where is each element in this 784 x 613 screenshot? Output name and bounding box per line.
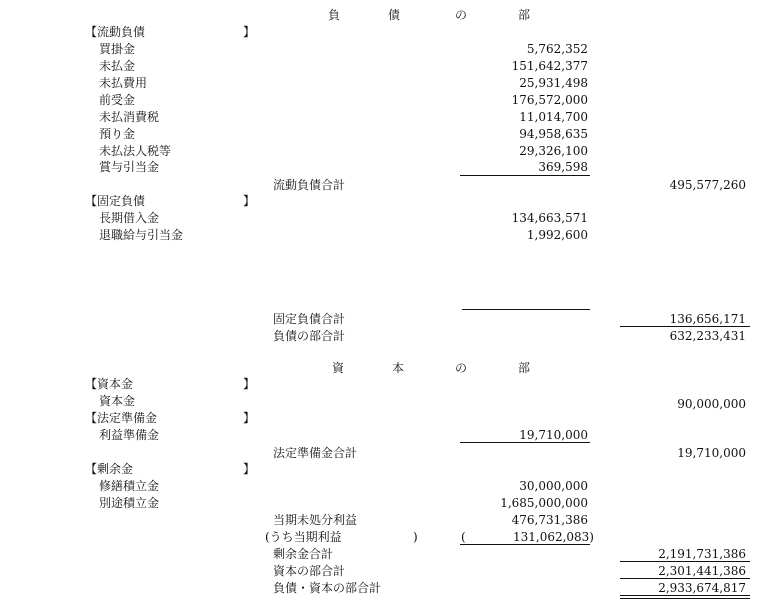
subtotal-rule <box>460 442 590 443</box>
total-rule <box>620 578 750 579</box>
current-liabilities-total-label: 流動負債合計 <box>273 178 346 192</box>
capital-stock-bracket: 】 <box>243 377 256 391</box>
fixed-liabilities-total-label: 固定負債合計 <box>273 312 346 326</box>
grand-total-label: 負債・資本の部合計 <box>273 581 382 595</box>
line-item-amount: 5,762,352 <box>526 42 588 56</box>
line-item-amount: 1,685,000,000 <box>500 496 588 510</box>
surplus-total: 2,191,731,386 <box>658 547 746 561</box>
line-item-name: 買掛金 <box>99 42 136 56</box>
line-item-name: 利益準備金 <box>99 428 160 442</box>
line-item-name: 賞与引当金 <box>99 160 160 174</box>
line-item-name: 資本金 <box>99 394 136 408</box>
line-item-amount: 94,958,635 <box>519 127 588 141</box>
current-liabilities-heading: 【流動負債 <box>85 25 146 39</box>
fixed-liabilities-bracket: 】 <box>243 194 256 208</box>
fixed-liabilities-heading: 【固定負債 <box>85 194 146 208</box>
capital-total-label: 資本の部合計 <box>273 564 346 578</box>
subtotal-rule <box>460 175 590 176</box>
line-item-amount: 1,992,600 <box>526 228 588 242</box>
capital-header-char-1: 資 <box>332 361 345 375</box>
net-income-amount: 131,062,083) <box>512 530 594 544</box>
liabilities-header-char-4: 部 <box>518 8 531 22</box>
legal-reserve-bracket: 】 <box>243 411 256 425</box>
net-income-label: (うち当期利益 <box>265 530 342 544</box>
surplus-heading: 【剰余金 <box>85 462 134 476</box>
line-item-name: 前受金 <box>99 93 136 107</box>
net-income-label-close: ) <box>413 530 418 544</box>
capital-stock-amount: 90,000,000 <box>677 397 746 411</box>
line-item-amount: 134,663,571 <box>511 211 588 225</box>
liabilities-header-char-2: 債 <box>388 8 401 22</box>
subtotal-rule <box>462 309 590 310</box>
line-item-name: 預り金 <box>99 127 136 141</box>
total-rule <box>620 326 750 327</box>
line-item-name: 別途積立金 <box>99 496 160 510</box>
capital-stock-heading: 【資本金 <box>85 377 134 391</box>
line-item-amount: 19,710,000 <box>519 428 588 442</box>
line-item-amount: 176,572,000 <box>511 93 588 107</box>
capital-header-char-4: 部 <box>518 361 531 375</box>
line-item-amount: 30,000,000 <box>519 479 588 493</box>
double-rule-bottom <box>620 598 750 599</box>
legal-reserve-total: 19,710,000 <box>677 446 746 460</box>
capital-total: 2,301,441,386 <box>658 564 746 578</box>
liabilities-total-label: 負債の部合計 <box>273 329 346 343</box>
current-liabilities-bracket: 】 <box>243 25 256 39</box>
total-rule <box>620 561 750 562</box>
double-rule-top <box>620 595 750 596</box>
line-item-amount: 151,642,377 <box>511 59 588 73</box>
surplus-total-label: 剰余金合計 <box>273 547 334 561</box>
line-item-amount: 369,598 <box>538 160 588 174</box>
surplus-bracket: 】 <box>243 462 256 476</box>
line-item-name: 長期借入金 <box>99 211 160 225</box>
line-item-name: 未払費用 <box>99 76 148 90</box>
line-item-amount: 29,326,100 <box>519 144 588 158</box>
fixed-liabilities-total: 136,656,171 <box>669 312 746 326</box>
liabilities-total: 632,233,431 <box>669 329 746 343</box>
capital-header-char-3: の <box>455 361 468 375</box>
line-item-name: 未払金 <box>99 59 136 73</box>
legal-reserve-heading: 【法定準備金 <box>85 411 158 425</box>
unappropriated-profit-amount: 476,731,386 <box>511 513 588 527</box>
net-income-open-paren: ( <box>461 530 466 544</box>
line-item-name: 退職給与引当金 <box>99 228 184 242</box>
line-item-amount: 25,931,498 <box>519 76 588 90</box>
liabilities-header-char-3: の <box>455 8 468 22</box>
current-liabilities-total: 495,577,260 <box>669 178 746 192</box>
capital-header-char-2: 本 <box>392 361 405 375</box>
line-item-amount: 11,014,700 <box>519 110 588 124</box>
liabilities-header-char-1: 負 <box>328 8 341 22</box>
line-item-name: 未払消費税 <box>99 110 160 124</box>
unappropriated-profit-label: 当期未処分利益 <box>273 513 358 527</box>
line-item-name: 修繕積立金 <box>99 479 160 493</box>
subtotal-rule <box>460 544 590 545</box>
legal-reserve-total-label: 法定準備金合計 <box>273 446 358 460</box>
line-item-name: 未払法人税等 <box>99 144 172 158</box>
grand-total: 2,933,674,817 <box>658 581 746 595</box>
